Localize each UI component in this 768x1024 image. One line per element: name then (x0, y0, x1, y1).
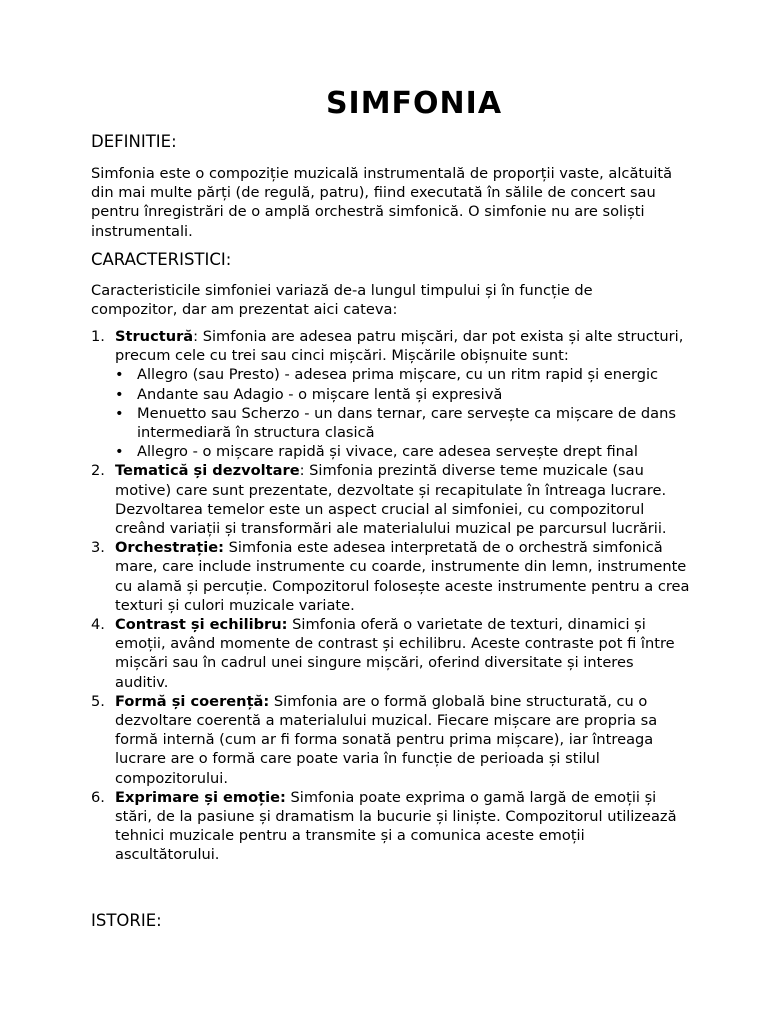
sublist-item-text: Allegro - o mișcare rapidă și vivace, care adesea servește drept final (137, 443, 638, 461)
sublist-item-text: Menuetto sau Scherzo - un dans ternar, care servește ca mișcare de dans intermediară în structura clasică (137, 404, 676, 442)
list-item-exprimare (91, 788, 691, 865)
definitie-paragraph: Simfonia este o compoziție muzicală instrumentală de proporții vaste, alcătuită din mai multe părți (de regulă, patru), fiind executată în sălile de concert sau pentru înregistrări de o amplă orchestră simfonică. O simfonie nu are soliști instrumentali. (91, 165, 673, 240)
list-item-orchestratie (91, 538, 691, 615)
list-item-forma (91, 692, 691, 788)
item-text: Simfonia oferă o varietate de texturi, dinamici și emoții, având momente de contrast și echilibru. Aceste contraste pot fi între mișcări sau în cadrul unei singure mișcări, oferind diversitate și interes auditiv. (115, 616, 675, 691)
caracteristici-heading: CARACTERISTICI: (91, 250, 232, 269)
item-text: Simfonia poate exprima o gamă largă de emoții și stări, de la pasiune și dramatism la bucurie și liniște. Compozitorul utilizează tehnici muzicale pentru a transmite și a comunica aceste emoții ascultătorului. (115, 788, 677, 864)
item-title: Formă și coerență: (115, 692, 270, 710)
sublist-item (115, 385, 691, 404)
caracteristici-intro: Caracteristicile simfoniei variază de-a lungul timpului și în funcție de compozitor, dar am prezentat aici cateva: (91, 282, 593, 319)
sublist-item (115, 404, 691, 442)
movements-sublist (115, 365, 691, 461)
bullet-icon: • (115, 366, 124, 384)
item-title: Orchestrație: (115, 539, 224, 557)
bullet-icon: • (115, 443, 124, 461)
item-title: Tematică și dezvoltare (115, 462, 300, 480)
list-item-contrast (91, 615, 691, 692)
definitie-heading: DEFINITIE: (91, 132, 177, 151)
list-number: 4. (91, 616, 105, 634)
item-text: : Simfonia prezintă diverse teme muzicale (sau motive) care sunt prezentate, dezvoltate și recapitulate în întreaga lucrare. Dezvoltarea temelor este un aspect crucial al simfoniei, cu compozitorul creând variații și transformări ale materialului muzical pe parcursul lucrării. (115, 462, 667, 538)
list-number: 1. (91, 328, 105, 345)
list-number: 2. (91, 462, 105, 480)
sublist-item-text: Andante sau Adagio - o mișcare lentă și expresivă (137, 385, 503, 403)
list-item-tematica (91, 461, 691, 538)
list-number: 6. (91, 788, 105, 806)
list-number: 5. (91, 692, 105, 710)
item-text: Simfonia are o formă globală bine structurată, cu o dezvoltare coerentă a materialului muzical. Fiecare mișcare are propria sa formă internă (cum ar fi forma sonată pentru prima mișcare), iar întreaga lucrare are o formă care poate varia în funcție de perioada și stilul compozitorului. (115, 692, 658, 787)
list-number: 3. (91, 539, 105, 557)
characteristics-list (91, 327, 691, 865)
item-title: Exprimare și emoție: (115, 788, 286, 806)
list-item-structura (91, 327, 691, 461)
item-title: Structură (115, 328, 194, 345)
sublist-item (115, 365, 691, 384)
item-text: Simfonia este adesea interpretată de o orchestră simfonică mare, care include instrumente cu coarde, instrumente din lemn, instrumente cu alamă și percuție. Compozitorul folosește aceste instrumente pentru a crea texturi și culori muzicale variate. (115, 539, 690, 614)
istorie-heading: ISTORIE: (91, 911, 162, 930)
sublist-item-text: Allegro (sau Presto) - adesea prima mișcare, cu un ritm rapid și energic (137, 366, 659, 384)
item-title: Contrast și echilibru: (115, 616, 288, 634)
bullet-icon: • (115, 385, 124, 403)
item-text: : Simfonia are adesea patru mișcări, dar pot exista și alte structuri, precum cele cu trei sau cinci mișcări. Mișcările obișnuite sunt: (115, 328, 684, 365)
sublist-item (115, 442, 691, 461)
page-title: SIMFONIA (325, 86, 503, 121)
bullet-icon: • (115, 404, 124, 422)
